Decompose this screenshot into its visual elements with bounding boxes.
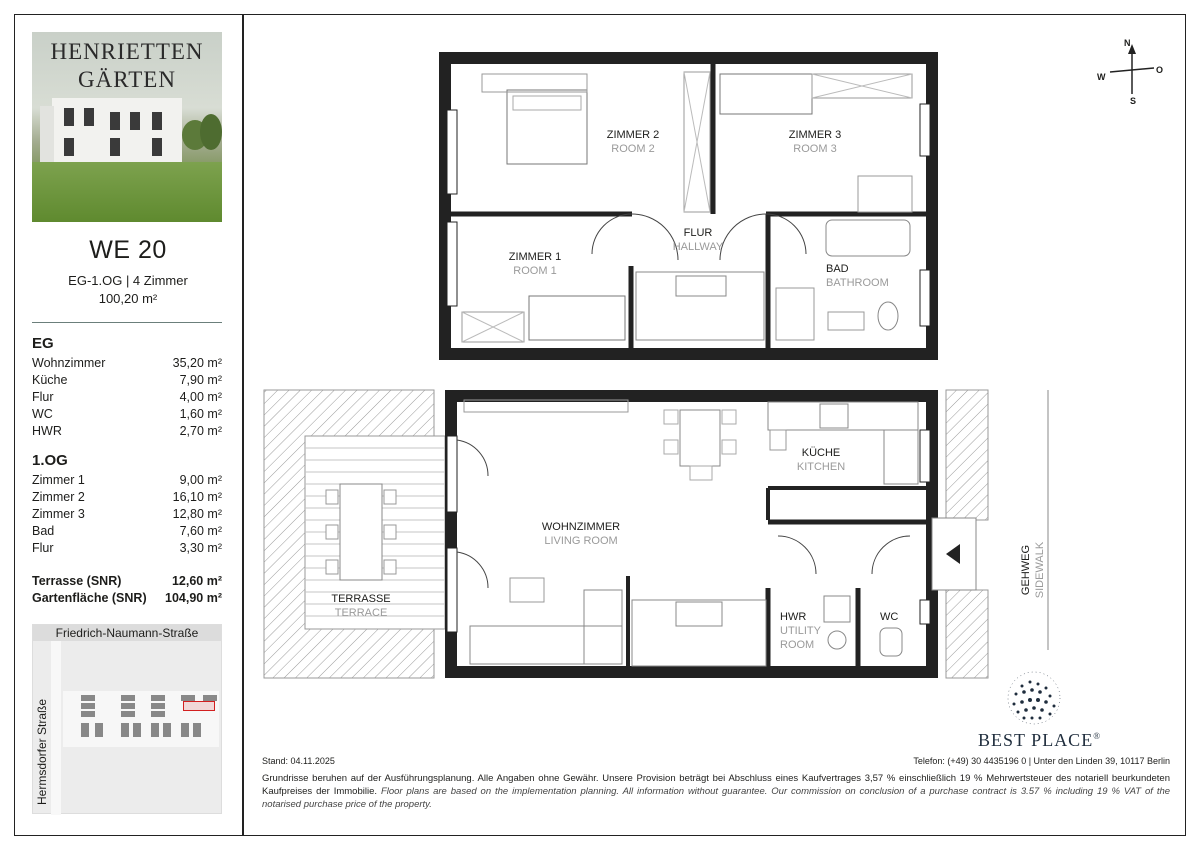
area-value: 35,20 m² [172, 356, 222, 370]
room-name-de: TERRASSE [331, 593, 391, 605]
area-label: Zimmer 3 [32, 507, 85, 521]
room-label-hwr [780, 610, 821, 652]
room-name-en: UTILITY [780, 625, 821, 637]
room-name-en: HALLWAY [672, 241, 724, 253]
disclaimer-de: Grundrisse beruhen auf der Ausführungsplanung. Alle Angaben ohne Gewähr. Unsere Provision beträgt bei Abschluss eines Kaufvertrages 3,57 % einschließlich 19 % Mehrwertsteuer des notariell beurkundeten Kaufpreises der Immobilie. [262, 773, 1170, 797]
room-label-gehweg [1019, 535, 1047, 605]
room-name-de: ZIMMER 3 [788, 129, 842, 141]
area-value: 7,60 m² [179, 524, 222, 538]
room-name-de: FLUR [683, 227, 713, 239]
unit-size: 100,20 m² [98, 291, 158, 306]
street-label-left: Hermsdorfer Straße [35, 698, 49, 805]
room-name-de: WC [880, 611, 899, 623]
area-value: 12,60 m² [171, 574, 222, 588]
compass-o: O [1156, 65, 1164, 75]
upper-floor-plan [445, 58, 932, 354]
area-value: 16,10 m² [172, 490, 222, 504]
room-label-kueche [786, 446, 856, 474]
room-name-de: KÜCHE [801, 447, 841, 459]
area-label: HWR [32, 424, 62, 438]
project-title-line2: GÄRTEN [78, 67, 176, 92]
room-label-zimmer1 [500, 250, 570, 278]
brand-logo-icon [1008, 672, 1060, 724]
room-name-en: ROOM 3 [793, 143, 837, 155]
compass-icon [1110, 44, 1154, 94]
room-name-de: ZIMMER 2 [606, 129, 660, 141]
street-label-top: Friedrich-Naumann-Straße [33, 625, 221, 641]
area-value: 1,60 m² [179, 407, 222, 421]
room-name-en: BATHROOM [826, 277, 889, 289]
area-value: 12,80 m² [172, 507, 222, 521]
room-name-de: ZIMMER 1 [508, 251, 562, 263]
area-heading-eg: EG [32, 335, 54, 352]
project-title-line1: HENRIETTEN [50, 39, 204, 64]
contact-info: Telefon: (+49) 30 4435196 0 | Unter den Linden 39, 10117 Berlin [913, 756, 1170, 766]
area-value: 4,00 m² [179, 390, 222, 404]
area-label: Flur [32, 541, 54, 555]
area-value: 9,00 m² [179, 473, 222, 487]
brand-name: BEST PLACE [978, 730, 1094, 750]
room-name-en: ROOM 2 [611, 143, 655, 155]
room-label-wohnzimmer [536, 520, 626, 548]
area-label: Terrasse (SNR) [32, 574, 122, 588]
area-label: WC [32, 407, 53, 421]
room-name-en: ROOM 1 [513, 265, 557, 277]
compass-n: N [1124, 38, 1131, 48]
compass-s: S [1130, 96, 1137, 106]
room-name-en: TERRACE [334, 607, 388, 619]
room-name-en: ROOM [780, 639, 815, 651]
area-label: Zimmer 1 [32, 473, 85, 487]
compass-w: W [1097, 72, 1106, 82]
room-label-zimmer3 [780, 128, 850, 156]
room-name-de: WOHNZIMMER [541, 521, 621, 533]
area-label: Gartenfläche (SNR) [32, 591, 147, 605]
disclaimer-en: Floor plans are based on the implementation planning. All information without guarantee. Our commission on conclusion of a purchase contract is 3.57 % including 19 % VAT of the notarised purchase price of the property. [262, 786, 1171, 810]
room-label-wc [880, 610, 898, 624]
ground-floor-plan [264, 390, 1048, 678]
room-name-en: KITCHEN [796, 461, 846, 473]
brand-mark: ® [1093, 731, 1102, 741]
area-label: Zimmer 2 [32, 490, 85, 504]
room-name-de: HWR [780, 611, 807, 623]
room-label-bad [826, 262, 889, 290]
area-label: Bad [32, 524, 55, 538]
unit-subtitle: EG-1.OG | 4 Zimmer [68, 273, 188, 288]
plan-date: Stand: 04.11.2025 [262, 756, 335, 766]
room-label-flur [663, 226, 733, 254]
area-heading-og: 1.OG [32, 452, 68, 469]
area-value: 7,90 m² [179, 373, 222, 387]
area-label: Flur [32, 390, 54, 404]
brand-logo [978, 730, 1101, 751]
room-name-de: BAD [826, 263, 849, 275]
room-name-de: GEHWEG [1020, 544, 1032, 596]
area-value: 2,70 m² [179, 424, 222, 438]
room-name-en: SIDEWALK [1034, 541, 1046, 599]
disclaimer [262, 772, 1170, 811]
room-name-en: LIVING ROOM [544, 535, 618, 547]
room-label-zimmer2 [598, 128, 668, 156]
area-label: Küche [32, 373, 68, 387]
area-value: 3,30 m² [179, 541, 222, 555]
area-label: Wohnzimmer [32, 356, 106, 370]
unit-name: WE 20 [89, 236, 167, 264]
area-value: 104,90 m² [165, 591, 222, 605]
room-label-terrasse [326, 592, 396, 620]
